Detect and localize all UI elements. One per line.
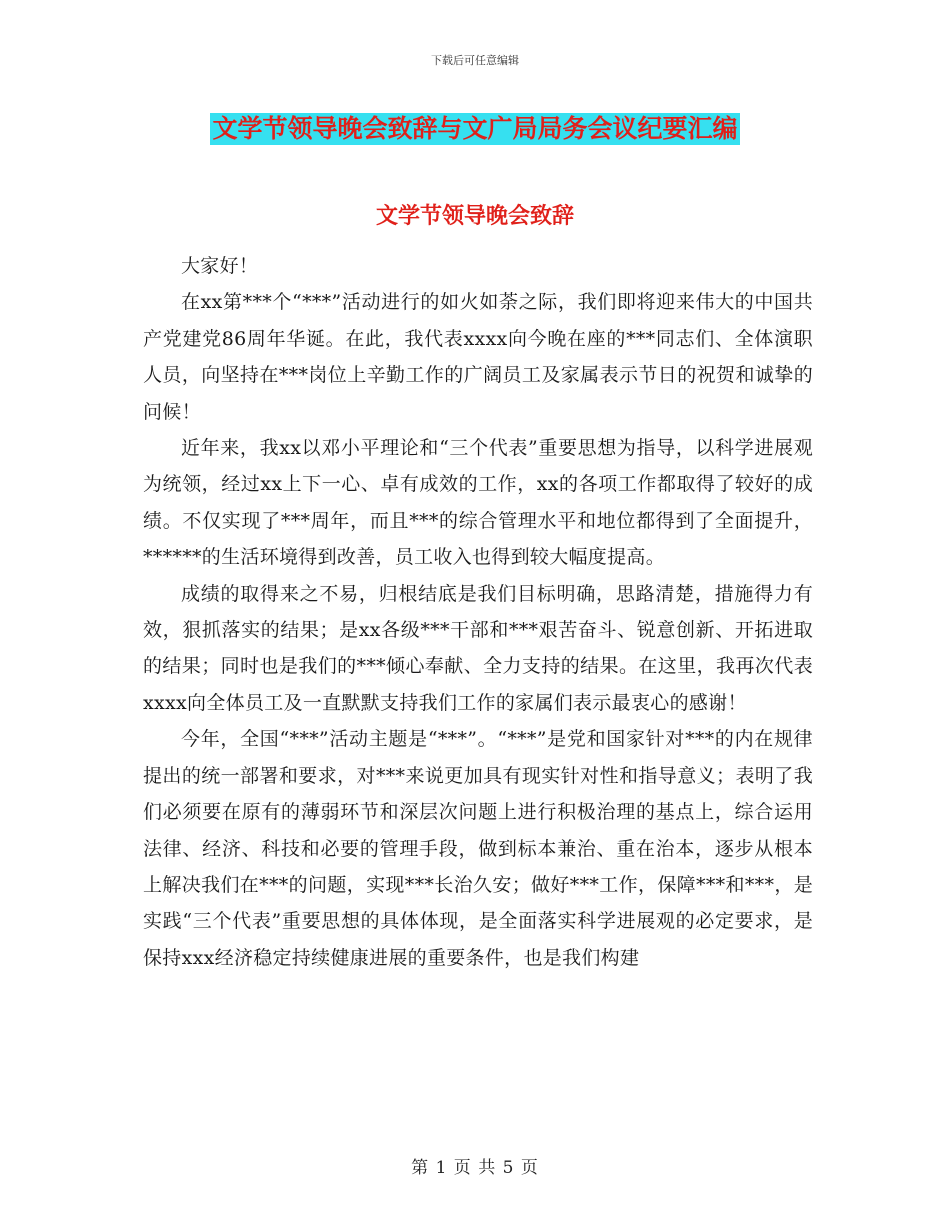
page-header-note: 下载后可任意编辑 (431, 54, 519, 67)
document-body (143, 248, 813, 976)
paragraph: 近年来，我xx以邓小平理论和“三个代表”重要思想为指导，以科学进展观为统领，经过xx上下一心、卓有成效的工作，xx的各项工作都取得了较好的成绩。不仅实现了***周年，而且***的综合管理水平和地位都得到了全面提升，******的生活环境得到改善，员工收入也得到较大幅度提高。 (143, 437, 813, 569)
section-title: 文学节领导晚会致辞 (375, 204, 574, 229)
page-number-indicator: 第 1 页 共 5 页 (411, 1158, 539, 1178)
paragraph: 成绩的取得来之不易，归根结底是我们目标明确，思路清楚，措施得力有效，狠抓落实的结果；是xx各级***干部和***艰苦奋斗、锐意创新、开拓进取的结果；同时也是我们的***倾心奉献、全力支持的结果。在这里，我再次代表xxxx向全体员工及一直默默支持我们工作的家属们表示最衷心的感谢！ (143, 582, 813, 714)
document-title-container (0, 113, 950, 145)
paragraph: 今年，全国“***”活动主题是“***”。“***”是党和国家针对***的内在规律提出的统一部署和要求，对***来说更加具有现实针对性和指导意义；表明了我们必须要在原有的薄弱环节和深层次问题上进行积极治理的基点上，综合运用法律、经济、科技和必要的管理手段，做到标本兼治、重在治本，逐步从根本上解决我们在***的问题，实现***长治久安；做好***工作，保障***和***，是实践“三个代表”重要思想的具体体现，是全面落实科学进展观的必定要求，是保持xxx经济稳定持续健康进展的重要条件，也是我们构建 (143, 728, 813, 969)
paragraph-greeting: 大家好！ (181, 255, 259, 277)
paragraph: 在xx第***个“***”活动进行的如火如荼之际，我们即将迎来伟大的中国共产党建党86周年华诞。在此，我代表xxxx向今晚在座的***同志们、全体演职人员，向坚持在***岗位上辛勤工作的广阔员工及家属表示节日的祝贺和诚挚的问候！ (143, 291, 813, 423)
document-title: 文学节领导晚会致辞与文广局局务会议纪要汇编 (212, 114, 738, 143)
